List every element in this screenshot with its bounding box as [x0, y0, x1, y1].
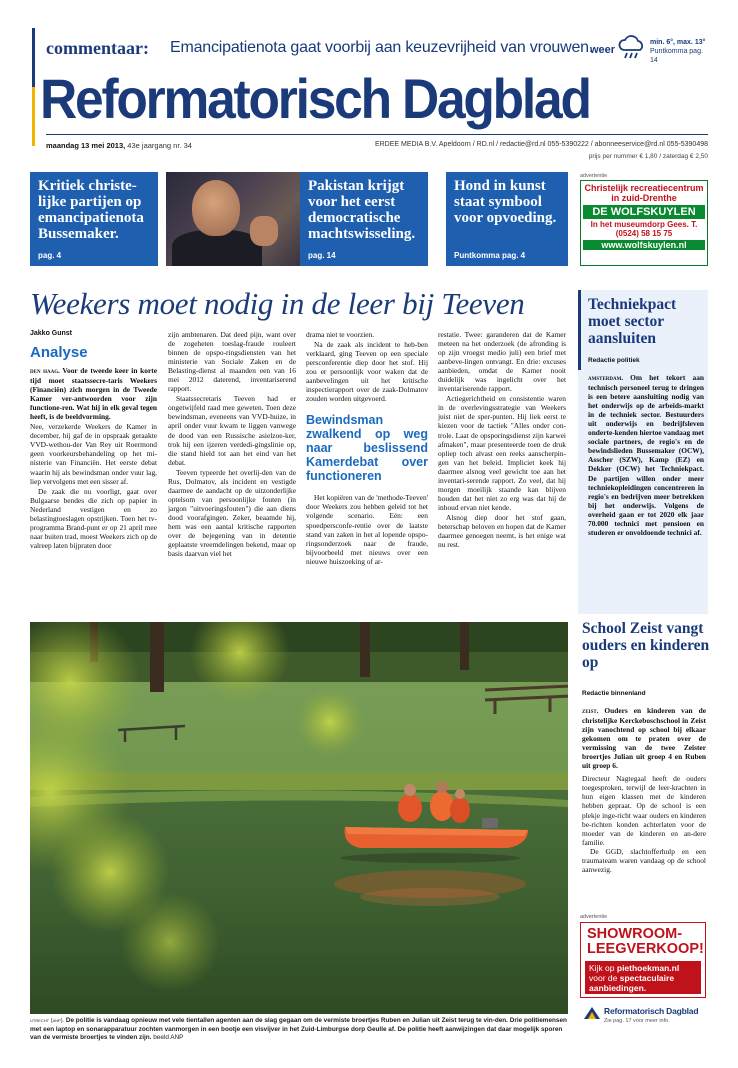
teaser-photo-pakistan[interactable] [166, 172, 300, 266]
teaser-page-ref: Puntkomma pag. 4 [454, 251, 526, 260]
article-author: Jakko Gunst [30, 330, 73, 337]
brand-name[interactable]: Reformatorisch Dagblad [604, 1006, 699, 1016]
weather-temps: min. 6°, max. 13° [650, 39, 706, 46]
article-paragraph: zijn ambtenaren. Dat deed pijn, want over de zogeheten toeslag-fraude rouleert binnen de opspo-ringsdiensten van het ministerie van Sociale Zaken en de Belasting-dienst al maanden een van 16 mei 2012 daterend, inventariserend rapport. [168, 330, 296, 394]
sidebar-accent-bar [578, 290, 581, 370]
rain-cloud-icon [618, 34, 646, 60]
ad-line-1: Christelijk recreatiecentrum in zuid-Drenthe [584, 183, 704, 203]
publisher-line: ERDEE MEDIA B.V. Apeldoorn / RD.nl / redactie@rd.nl 055-5390222 / abonneeservice@rd.nl 055-5390498 [374, 141, 708, 148]
teaser-emancipatienota[interactable] [30, 172, 158, 266]
commentaar-label: commentaar: [46, 38, 149, 58]
weather-label: weer [590, 44, 616, 56]
article-paragraph: Actiegerichtheid en consistentie waren in de overlevingsstrategie van Weekers juist niet de sper-punten. Hij liek eerst te kiezen voor de tactiek "Alles onder con-trole. Laat de opsporingsdienst zijn karwei afmaken", maar presenteerde toen de druk opliep toch alvast een reeks aanscherpin-gen van het beleid. Impliciet keek hij daarmee alsnog veel gewicht toe aan het inventari-serende rapport. Zo veel, dat hij morgen moeilijk staande kan blijven houden dat het niet zo erg was dat hij de inhoud ervan niet kende. [438, 394, 566, 512]
sidebar-paragraph: De GGD, slachtofferhulp en een traumateam waren vandaag op de school aanwezig. [582, 846, 706, 874]
article-lead: den haag. Voor de tweede keer in korte tijd moet staatssecre-taris Weekers (Financiën) zich morgen in de Tweede Kamer ver-antwoorden voor zijn functione-ren. Wat hij in elk geval tegen heeft, is de beeldvorming. [30, 366, 157, 422]
teaser-page-ref: pag. 14 [308, 251, 336, 260]
masthead-accent-bar [32, 28, 35, 146]
photo-credit: beeld ANP [151, 1034, 184, 1041]
masthead-divider [46, 134, 708, 135]
pull-quote: Bewindsman zwalkend op weg naar beslissend Kamerdebat over functioneren [306, 413, 428, 484]
weather-ref: Puntkomma pag. 14 [650, 48, 703, 64]
sidebar-techniekpact-title[interactable]: Techniekpact moet sector aansluiten [588, 296, 677, 347]
teaser-pakistan[interactable] [300, 172, 428, 266]
ad-label: advertentie [580, 173, 608, 179]
article-column-3 [306, 330, 428, 567]
ad-headline: SHOWROOM-LEEGVERKOOP! [587, 926, 704, 957]
issue-number: 43e jaargang nr. 34 [125, 141, 192, 150]
ad-wolfskuylen[interactable] [580, 180, 708, 266]
teaser-title: Kritiek christe-lijke partijen op emancipatienota Bussemaker. [38, 178, 144, 242]
weather-box [590, 34, 710, 64]
news-photo-search-boat [30, 622, 568, 1014]
article-paragraph: Alsnog diep door het stof gaan, beterschap beloven en hopen dat de Kamer daarmee genoegen neemt, is het enige wat nu rest. [438, 512, 566, 550]
sidebar-author: Redactie politiek [588, 357, 640, 364]
sidebar-author: Redactie binnenland [582, 690, 646, 697]
article-paragraph: Na de zaak als incident te heb-ben verklaard, ging Teeven op een speciale persconferentie diep door het stof. Hij zou er persoonlijk voor waken dat de aanbevelingen uit het kritische inspectierapport over de zaak-Dolmatov zouden worden uitgevoerd. [306, 340, 428, 404]
ad-line-2: DE WOLFSKUYLEN [583, 205, 705, 219]
brand-logo-icon [582, 1005, 602, 1021]
masthead-title[interactable]: Reformatorisch Dagblad [40, 67, 590, 130]
article-paragraph: De zaak die nu voorligt, gaat over Bulgaarse bendes die zich op papier in Nederland vestigen en zo belastingtoeslagen opstrijken. Toen het tv-programma Brand-punt er op 21 april mee naar buiten trad, moest Weekers zich op de valreep laten bijpraten door [30, 486, 157, 550]
article-paragraph: Teeven typeerde het overlij-den van de Rus, Dolmatov, als incident en vestigde daarmee de aandacht op de uitzonderlijke optelsom van persoonlijke fouten (in jargon "uitvoeringsfouten") die aan diens dood voorafgingen. Zeker, beaamde hij, hem was een aantal kritische rapporten over de bejegening van in detentie geplaatste vreemdelingen bekend, maar op basis daarvan viel het [168, 467, 296, 559]
teaser-page-ref: pag. 4 [38, 251, 62, 260]
article-dateline: den haag. [30, 368, 60, 375]
sidebar-dateline: amsterdam. [588, 375, 624, 382]
sidebar-body: amsterdam. Om het tekort aan technisch personeel terug te dringen is een betere aansluiting nodig van het onderwijs op de arbeids-markt in de techniek sector. Bestuurders uit onderwijs en bedrijfsleven onderte-kenden hiertoe vandaag met sociale partners, de regio's en de bewindslieden Bussemaker (OCW), Asscher (SZW), Kamp (EZ) en Dekker (OCW) het Techniekpact. De partijen willen onder meer techniekopleidingen concentreren in regio's en bedrijven meer betrekken bij het onderwijs. Volgens de overheid gaan er tot 2020 elk jaar 70.000 technici met pensioen en studeren er onvoldoende technici af. [588, 373, 704, 537]
commentaar-link[interactable]: Emancipatienota gaat voorbij aan keuzevrijheid van vrouwen. [170, 39, 594, 56]
date-line [46, 141, 192, 150]
sidebar-school-zeist-title[interactable]: School Zeist vangt ouders en kinderen op [582, 620, 710, 671]
main-headline[interactable]: Weekers moet nodig in de leer bij Teeven [30, 286, 525, 321]
teaser-hond-kunst[interactable] [446, 172, 568, 266]
ad-band: Kijk op piethoekman.nl voor de spectaculaire aanbiedingen. [585, 961, 701, 994]
ad-label: advertentie [580, 914, 608, 920]
issue-date: maandag 13 mei 2013, [46, 141, 126, 150]
teaser-title: Hond in kunst staat symbool voor opvoeding. [454, 178, 557, 226]
sidebar-paragraph: Directeur Nagtegaal heeft de ouders toegesproken, terwijl de leer-krachten in hun eigen klassen met de kinderen hebben gepraat. Op de school is een plekje inge-richt waar ouders en kinderen be-richten konden achterlaten voor de moeder van de kinderen en an-dere familie. [582, 774, 706, 847]
sidebar-dateline: zeist. [582, 708, 599, 715]
article-column-4 [438, 330, 566, 550]
teaser-title: Pakistan krijgt voor het eerst democratische machtswisseling. [308, 178, 416, 242]
ad-website: piethoekman.nl [616, 963, 680, 973]
article-kicker: Analyse [30, 344, 88, 361]
caption-dateline: utrecht (anp). [30, 1018, 65, 1024]
photo-caption: utrecht (anp). De politie is vandaag opnieuw met vele tientallen agenten aan de slag gegaan om de vermiste broertjes Ruben en Julian uit Zeist terug te vin-den. Drie politiemensen met een laptop en sonarapparatuur zochten vanmorgen in een bootje een visvijver in het Zuid-Limburgse dorp Geulle af. De politie heeft aanwijzingen dat daar mogelijk sporen van de vermiste broertjes te vinden zijn. beeld ANP [30, 1017, 567, 1041]
article-paragraph: drama niet te voorzien. [306, 330, 375, 339]
sidebar-lead: zeist. Ouders en kinderen van de christelijke Kerckeboschschool in Zeist zijn vanochtend op school bij elkaar gekomen om te praten over de vermissing van de twee Zeister broertjes Julian uit groep 4 en Ruben uit groep 6. [582, 706, 706, 771]
photo-illustration [30, 622, 568, 1014]
article-paragraph: Het kopiëren van de 'methode-Teeven' door Weekers zou hebben geleid tot het volgende scenario. Eén: een spoedpersconfe-rentie over de laatste stand van zaken in het al lopende opspo-ringsonderzoek naar de fraude, bijvoorbeeld met nieuws over een nieuwe huiszoeking of ar- [306, 493, 428, 566]
article-paragraph: restatie. Twee: garanderen dat de Kamer meteen na het onderzoek (de afronding is op zijn vroegst medio juli) een brief met aanbeve-lingen ontvangt. En drie: excuses aanbieden, omdat de Kamer nooit duidelijk was ingelicht over het inventariserende rapport. [438, 330, 566, 394]
brand-subtext: Zie pag. 17 voor meer info. [604, 1018, 670, 1024]
article-column-2 [168, 330, 296, 559]
ad-line-3: In het museumdorp Gees. T.(0524) 58 15 75 [590, 220, 698, 238]
ad-piethoekman[interactable] [580, 922, 706, 998]
article-column-1 [30, 366, 157, 551]
ad-website: www.wolfskuylen.nl [583, 240, 705, 250]
article-paragraph: Staatssecretaris Teeven had er ongetwijfeld raad mee geweten. Toen deze bewindsman, eveneens van VVD-huize, in april onder vuur kwam te liggen vanwege de dood van een Russische asielzoe-ker, trok hij een ijzeren verdedi-gingslinie op, die stand hield tot aan het eind van het debat. [168, 394, 296, 467]
sidebar-body [582, 706, 706, 874]
article-paragraph: Nee, verzekerde Weekers de Kamer in december, hij gaf de in opspraak geraakte VVD-wethou-der Van Rey uit Roermond geen voorkeursbehandeling op het mi-nisterie van Financiën. Het eerste debat waarin hij als bewindsman onder vuur lag, liep vervolgens met een sisser af. [30, 422, 157, 486]
price-line: prijs per nummer € 1,80 / zaterdag € 2,50 [588, 153, 708, 160]
